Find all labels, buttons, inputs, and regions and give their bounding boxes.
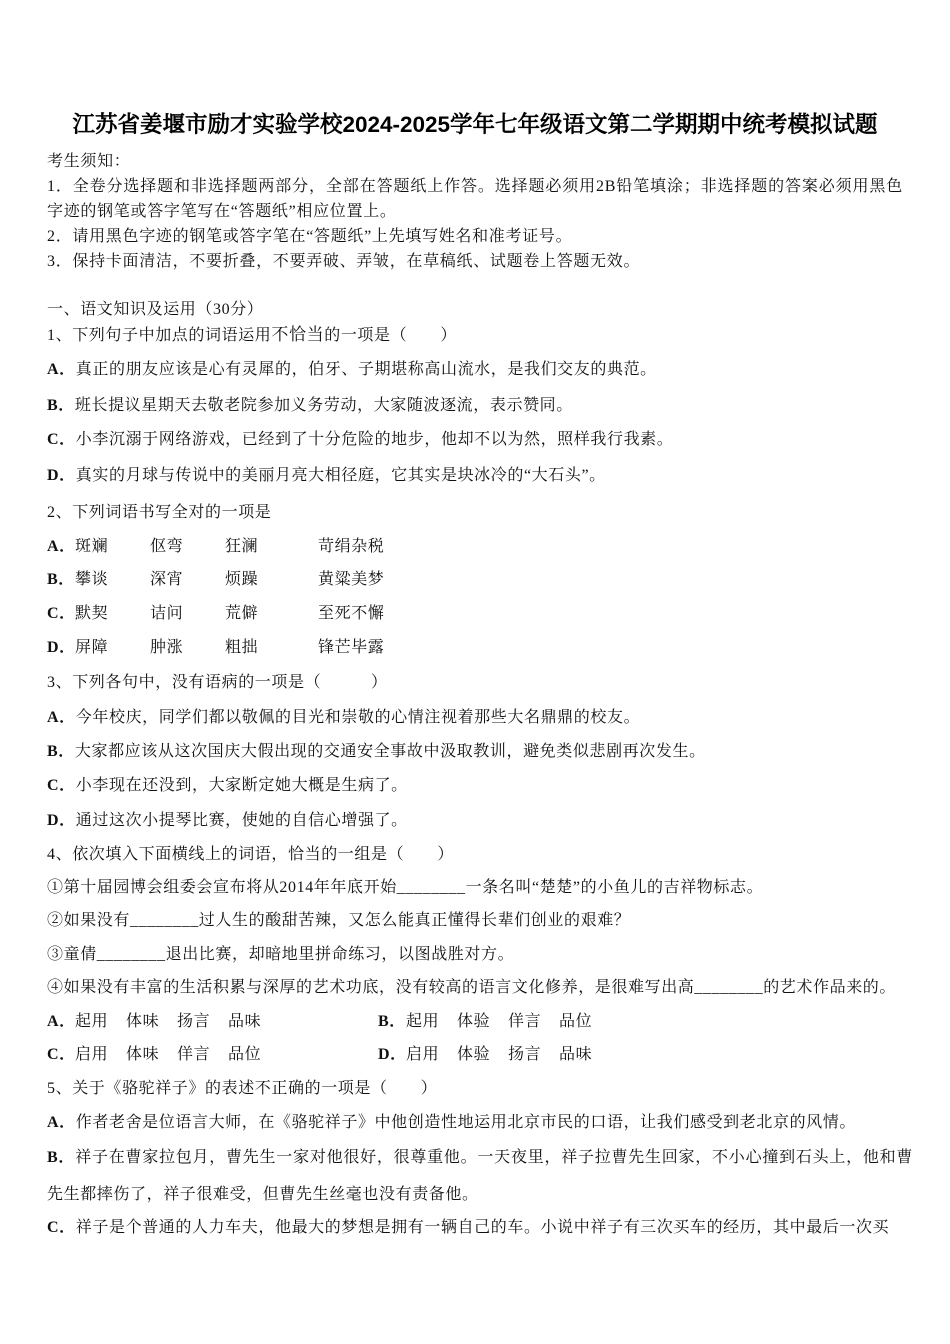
stem-text: 的一项是（ ） bbox=[324, 327, 458, 344]
option-word: 品位 bbox=[228, 1046, 262, 1063]
option-word: 攀谈 bbox=[75, 571, 109, 588]
option-text: 作者老舍是位语言大师，在《骆驼祥子》中他创造性地运用北京市民的口语，让我们感受到老北京的风情。 bbox=[75, 1114, 856, 1131]
option-label: C． bbox=[47, 1046, 76, 1063]
option-label: A． bbox=[47, 538, 76, 555]
question-1-option-d bbox=[47, 464, 606, 488]
question-5-option-c bbox=[47, 1216, 889, 1240]
question-2-option-b bbox=[47, 568, 384, 592]
option-word: 黄粱美梦 bbox=[318, 571, 385, 588]
question-1-option-b bbox=[47, 394, 573, 418]
question-3-option-d bbox=[47, 809, 408, 833]
option-word: 屏障 bbox=[75, 639, 109, 656]
option-word: 体味 bbox=[126, 1013, 160, 1030]
option-label: B． bbox=[47, 743, 75, 760]
notice-heading: 考生须知： bbox=[47, 152, 131, 170]
option-text: 真正的朋友应该是心有灵犀的，伯牙、子期堪称高山流水，是我们交友的典范。 bbox=[75, 361, 657, 378]
question-1-option-a bbox=[47, 358, 657, 382]
option-word: 品味 bbox=[228, 1013, 262, 1030]
option-word: 锋芒毕露 bbox=[318, 639, 385, 656]
option-label: A． bbox=[47, 709, 76, 726]
option-word: 烦躁 bbox=[225, 571, 259, 588]
option-word: 诘问 bbox=[150, 605, 184, 622]
section-heading: 一、语文知识及运用（30分） bbox=[47, 301, 264, 318]
option-text: 祥子在曹家拉包月，曹先生一家对他很好，很尊重他。一天夜里，祥子拉曹先生回家，不小心撞到石头上，他和曹先生都摔伤了，祥子很难受，但曹先生丝毫也没有责备他。 bbox=[47, 1148, 913, 1203]
option-label: A． bbox=[47, 1114, 76, 1131]
question-2-option-c bbox=[47, 602, 384, 626]
option-word: 伛弯 bbox=[150, 538, 184, 555]
option-word: 扬言 bbox=[177, 1013, 211, 1030]
option-label: B． bbox=[47, 571, 75, 588]
option-word: 体验 bbox=[457, 1013, 491, 1030]
option-text: 大家都应该从这次国庆大假出现的交通安全事故中汲取教训，避免类似悲剧再次发生。 bbox=[74, 743, 706, 760]
question-2-option-d bbox=[47, 636, 384, 660]
option-word: 深宵 bbox=[150, 571, 184, 588]
candidate-notice bbox=[47, 149, 903, 274]
option-word: 肿涨 bbox=[150, 639, 184, 656]
question-5-stem: 5、关于《骆驼祥子》的表述不正确的一项是（ ） bbox=[47, 1080, 438, 1097]
option-label: C． bbox=[47, 431, 76, 448]
notice-item-1: 1．全卷分选择题和非选择题两部分，全部在答题纸上作答。选择题必须用2B铅笔填涂；非选择题的答案必须用黑色字迹的钢笔或答字笔写在“答题纸”相应位置上。 bbox=[47, 177, 903, 220]
question-4-sentence-4: ④如果没有丰富的生活积累与深厚的艺术功底，没有较高的语言文化修养，是很难写出高________的艺术作品来的。 bbox=[47, 979, 897, 996]
option-word: 体验 bbox=[457, 1046, 491, 1063]
option-text: 祥子是个普通的人力车夫，他最大的梦想是拥有一辆自己的车。小说中祥子有三次买车的经历，其中最后一次买 bbox=[75, 1219, 890, 1236]
question-4-sentence-1: ①第十届园博会组委会宣布将从2014年年底开始________一条名叫“楚楚”的小鱼儿的吉祥物标志。 bbox=[47, 879, 764, 896]
stem-emphasis: 不恰当 bbox=[271, 325, 325, 344]
question-4-stem: 4、依次填入下面横线上的词语，恰当的一组是（ ） bbox=[47, 846, 455, 863]
notice-item-3: 3．保持卡面清洁，不要折叠，不要弄破、弄皱，在草稿纸、试题卷上答题无效。 bbox=[47, 252, 641, 270]
option-word: 扬言 bbox=[508, 1046, 542, 1063]
question-5-option-a bbox=[47, 1111, 856, 1135]
option-word: 苛绢杂税 bbox=[318, 538, 385, 555]
option-text: 通过这次小提琴比赛，使她的自信心增强了。 bbox=[75, 812, 408, 829]
question-3-stem: 3、下列各句中，没有语病的一项是（ ） bbox=[47, 674, 388, 691]
option-label: D． bbox=[47, 812, 76, 829]
question-2-option-a bbox=[47, 535, 384, 559]
option-label: B． bbox=[47, 397, 75, 414]
question-4-sentence-2: ②如果没有________过人生的酸甜苦辣，又怎么能真正懂得长辈们创业的艰难？ bbox=[47, 912, 631, 929]
option-word: 起用 bbox=[75, 1013, 109, 1030]
question-3-option-a bbox=[47, 706, 640, 730]
question-3-option-c bbox=[47, 774, 408, 798]
option-text: 今年校庆，同学们都以敬佩的目光和崇敬的心情注视着那些大名鼎鼎的校友。 bbox=[75, 709, 641, 726]
question-4-sentence-3: ③童倩________退出比赛，却暗地里拼命练习，以图战胜对方。 bbox=[47, 946, 515, 963]
question-4-options-row-1 bbox=[47, 1010, 709, 1034]
option-label: C． bbox=[47, 605, 76, 622]
option-word: 品味 bbox=[559, 1046, 593, 1063]
option-text: 真实的月球与传说中的美丽月亮大相径庭，它其实是块冰冷的“大石头”。 bbox=[75, 467, 606, 484]
question-4-option-c bbox=[47, 1043, 378, 1067]
option-word: 斑斓 bbox=[75, 538, 109, 555]
option-word: 体味 bbox=[126, 1046, 160, 1063]
option-word: 至死不懈 bbox=[318, 605, 385, 622]
option-label: C． bbox=[47, 777, 76, 794]
option-label: B． bbox=[47, 1148, 76, 1166]
option-word: 启用 bbox=[406, 1046, 440, 1063]
stem-text: 1、下列句子中加点的词语运用 bbox=[47, 327, 272, 344]
option-word: 默契 bbox=[75, 605, 109, 622]
question-5-option-b bbox=[47, 1139, 913, 1213]
question-1-stem bbox=[47, 323, 457, 348]
option-word: 品位 bbox=[559, 1013, 593, 1030]
question-3-option-b bbox=[47, 740, 706, 764]
option-word: 启用 bbox=[75, 1046, 109, 1063]
option-label: C． bbox=[47, 1219, 76, 1236]
option-label: B． bbox=[378, 1013, 406, 1030]
option-text: 班长提议星期天去敬老院参加义务劳动，大家随波逐流，表示赞同。 bbox=[74, 397, 573, 414]
question-1-option-c bbox=[47, 428, 673, 452]
option-word: 起用 bbox=[406, 1013, 440, 1030]
option-label: A． bbox=[47, 361, 76, 378]
question-2-stem: 2、下列词语书写全对的一项是 bbox=[47, 504, 272, 521]
option-label: D． bbox=[378, 1046, 407, 1063]
option-word: 佯言 bbox=[177, 1046, 211, 1063]
question-4-option-a bbox=[47, 1010, 378, 1034]
option-word: 粗拙 bbox=[225, 639, 259, 656]
option-word: 狂澜 bbox=[225, 538, 259, 555]
option-label: D． bbox=[47, 639, 76, 656]
option-label: D． bbox=[47, 467, 76, 484]
option-word: 佯言 bbox=[508, 1013, 542, 1030]
option-label: A． bbox=[47, 1013, 76, 1030]
question-4-option-b bbox=[378, 1010, 709, 1034]
option-text: 小李现在还没到，大家断定她大概是生病了。 bbox=[75, 777, 408, 794]
question-4-options-row-2 bbox=[47, 1043, 709, 1067]
question-4-option-d bbox=[378, 1043, 709, 1067]
option-text: 小李沉溺于网络游戏，已经到了十分危险的地步，他却不以为然，照样我行我素。 bbox=[75, 431, 674, 448]
notice-item-2: 2．请用黑色字迹的钢笔或答字笔在“答题纸”上先填写姓名和准考证号。 bbox=[47, 227, 573, 245]
option-word: 荒僻 bbox=[225, 605, 259, 622]
page-title: 江苏省姜堰市励才实验学校2024-2025学年七年级语文第二学期期中统考模拟试题 bbox=[72, 112, 878, 137]
